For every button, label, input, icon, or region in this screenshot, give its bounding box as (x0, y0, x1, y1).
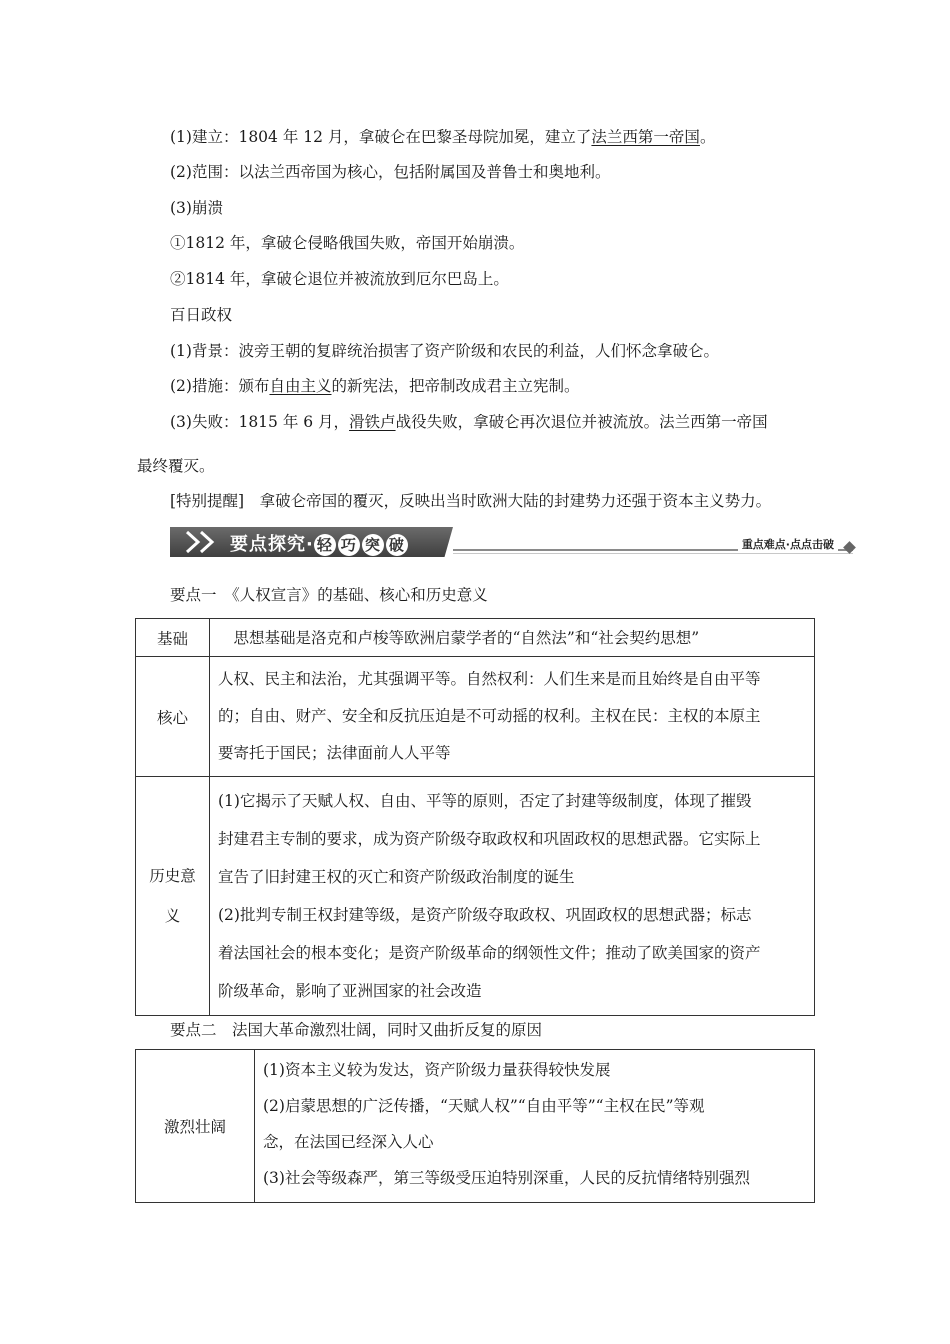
table-row (136, 619, 815, 657)
text-line-failure: (3)失败：1815 年 6 月，滑铁卢战役失败，拿破仑再次退位并被流放。法兰西第一帝国 (170, 413, 768, 431)
text-line-collapse-heading: (3)崩溃 (170, 199, 223, 217)
row-label: 激烈壮阔 (136, 1050, 255, 1203)
text-line-hundred-days: 百日政权 (170, 306, 233, 324)
point-two-heading: 要点二 法国大革命激烈壮阔，同时又曲折反复的原因 (170, 1021, 543, 1039)
point-two-table (135, 1049, 815, 1203)
text-line-background: (1)背景：波旁王朝的复辟统治损害了资产阶级和农民的利益，人们怀念拿破仑。 (170, 342, 719, 360)
text-line-special-reminder: [特别提醒] 拿破仑帝国的覆灭，反映出当时欧洲大陆的封建势力还强于资本主义势力。 (170, 492, 772, 510)
banner-rule (453, 553, 853, 554)
banner-title: 要点探究· 轻 巧 突 破 (230, 530, 410, 556)
underlined-term: 自由主义 (269, 377, 332, 395)
row-content: (1)资本主义较为发达，资产阶级力量获得较快发展 (2)启蒙思想的广泛传播，“天赋人权”“自由平等”“主权在民”等观 念，在法国已经深入人心 (3)社会等级森严，第三等级受压迫特别深重，人民的反抗情绪特别强烈 (255, 1050, 815, 1203)
point-one-heading: 要点一 《人权宣言》的基础、核心和历史意义 (170, 586, 488, 604)
text-line-1814: ②1814 年，拿破仑退位并被流放到厄尔巴岛上。 (170, 270, 509, 288)
row-label: 历史意 义 (136, 777, 210, 1016)
table-row (136, 657, 815, 777)
diamond-icon (843, 541, 856, 554)
banner-subtitle: 重点难点·点点击破 (738, 536, 838, 552)
text-line-failure-cont: 最终覆灭。 (137, 457, 215, 475)
point-one-table (135, 618, 815, 1016)
underlined-term: 法兰西第一帝国 (591, 128, 700, 146)
row-content: 人权、民主和法治，尤其强调平等。自然权利：人们生来是而且始终是自由平等 的；自由、财产、安全和反抗压迫是不可动摇的权利。主权在民：主权的本原主 要寄托于国民；法律面前人人平等 (210, 657, 815, 777)
row-label: 基础 (136, 619, 210, 657)
underlined-term: 滑铁卢 (349, 413, 396, 431)
text-line-establish: (1)建立：1804 年 12 月，拿破仑在巴黎圣母院加冕，建立了法兰西第一帝国。 (170, 128, 716, 146)
text-line-scope: (2)范围：以法兰西帝国为核心，包括附属国及普鲁士和奥地利。 (170, 163, 611, 181)
row-label: 核心 (136, 657, 210, 777)
table-row (136, 777, 815, 1016)
text-line-measures: (2)措施：颁布自由主义的新宪法，把帝制改成君主立宪制。 (170, 377, 580, 395)
chevron-right-icon (198, 530, 216, 554)
section-banner (170, 527, 860, 559)
row-content: (1)它揭示了天赋人权、自由、平等的原则，否定了封建等级制度，体现了摧毁 封建君主专制的要求，成为资产阶级夺取政权和巩固政权的思想武器。它实际上 宣告了旧封建王权的灭亡和资产阶级政治制度的诞生 (2)批判专制王权封建等级，是资产阶级夺取政权、巩固政权的思想武器；标志 着法国社会的根本变化；是资产阶级革命的纲领性文件；推动了欧美国家的资产 阶级革命，影响了亚洲国家的社会改造 (210, 777, 815, 1016)
row-content: 思想基础是洛克和卢梭等欧洲启蒙学者的“自然法”和“社会契约思想” (210, 619, 815, 657)
table-row (136, 1050, 815, 1203)
text-line-1812: ①1812 年，拿破仑侵略俄国失败，帝国开始崩溃。 (170, 234, 525, 252)
